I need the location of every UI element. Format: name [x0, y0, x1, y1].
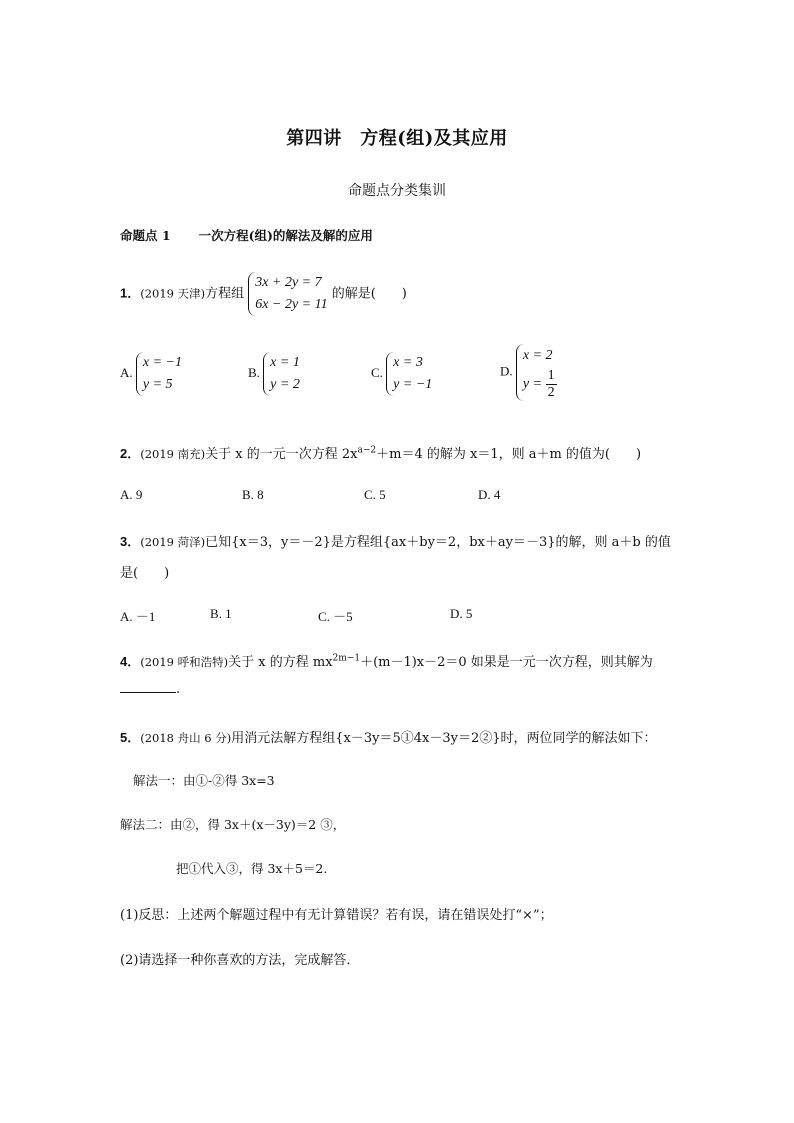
option-system — [516, 344, 557, 401]
option-b[interactable]: B. 8 — [242, 487, 264, 502]
question-text: 关于 x 的一元一次方程 2x — [205, 447, 358, 462]
equation-system — [248, 272, 327, 316]
question-source: (2019 呼和浩特) — [140, 655, 229, 669]
option-letter: C. — [371, 364, 383, 380]
equation-line: y = −1 — [393, 377, 433, 392]
option-d[interactable]: D. 5 — [450, 606, 473, 621]
option-c[interactable]: C. －5 — [318, 609, 353, 624]
question-text: 关于 x 的方程 mx — [228, 655, 333, 670]
solution-method-2-step: 把①代入③，得 3x＋5＝2. — [176, 861, 328, 876]
answer-blank[interactable] — [120, 692, 176, 693]
answer-line: . — [120, 682, 180, 697]
question-number: 3． — [120, 534, 141, 549]
option-system — [386, 352, 432, 396]
exponent: a−2 — [357, 445, 377, 456]
option-letter: B. — [248, 364, 260, 380]
question-number: 5． — [120, 730, 141, 745]
equation-line: 6x − 2y = 11 — [255, 297, 328, 312]
option-system — [136, 352, 182, 396]
equation-line: x = 2 — [522, 348, 553, 363]
option-d[interactable] — [500, 344, 557, 401]
fraction: $\frac{1}{2}$ — [547, 368, 555, 400]
question-source: (2019 菏泽) — [140, 535, 206, 549]
section-text: 一次方程(组)的解法及解的应用 — [198, 228, 373, 243]
option-c[interactable]: C. 5 — [364, 487, 386, 502]
option-system — [263, 352, 300, 396]
page-subtitle: 命题点分类集训 — [348, 183, 446, 199]
question-source: (2019 南充) — [140, 447, 206, 461]
section-heading — [120, 226, 373, 244]
exponent: 2m−1 — [332, 653, 361, 664]
option-a[interactable] — [120, 352, 182, 396]
option-letter: A. — [120, 364, 133, 380]
section-label: 命题点 1 — [120, 228, 171, 243]
option-letter: D. — [500, 363, 513, 379]
question-number: 1． — [120, 285, 141, 301]
solution-method-1: 解法一：由①-②得 3x=3 — [133, 773, 275, 788]
question-number: 2． — [120, 446, 141, 461]
equation-line: y = $\frac{1}{2}$ — [522, 368, 555, 400]
question-text: 的解是( ) — [327, 286, 407, 302]
question-text: ＋(m－1)x－2＝0 如果是一元一次方程，则其解为 — [360, 655, 653, 670]
option-a[interactable]: A. 9 — [120, 487, 143, 502]
question-source: (2019 天津) — [140, 286, 206, 301]
equation-line: x = 1 — [270, 355, 300, 370]
equation-line: 3x + 2y = 7 — [255, 275, 322, 290]
question-source: (2018 舟山 6 分) — [140, 731, 232, 745]
question-text-continued: 是( ) — [120, 566, 170, 581]
question-4 — [120, 651, 653, 670]
question-text: 用消元法解方程组{x－3y＝5①4x－3y＝2②}时，两位同学的解法如下： — [231, 731, 657, 746]
option-d[interactable]: D. 4 — [478, 487, 501, 502]
equation-line: x = 3 — [393, 355, 423, 370]
option-b[interactable] — [248, 352, 300, 396]
question-3 — [120, 531, 671, 550]
sub-question-2: (2)请选择一种你喜欢的方法，完成解答． — [120, 953, 360, 968]
option-a[interactable]: A. －1 — [120, 609, 156, 624]
equation-line: y = 5 — [142, 377, 173, 392]
question-number: 4． — [120, 654, 141, 669]
solution-method-2: 解法二：由②，得 3x＋(x－3y)＝2 ③， — [120, 817, 346, 832]
question-1 — [120, 272, 407, 316]
page-title: 第四讲 方程(组)及其应用 — [286, 128, 508, 149]
question-5 — [120, 727, 657, 746]
question-text: ＋m＝4 的解为 x＝1，则 a＋m 的值为( ) — [376, 447, 642, 462]
option-c[interactable] — [371, 352, 432, 396]
equation-line: x = −1 — [142, 355, 182, 370]
sub-question-1: (1)反思：上述两个解题过程中有无计算错误？若有误，请在错误处打“×”； — [120, 908, 553, 923]
question-text: 方程组 — [205, 286, 245, 302]
option-b[interactable]: B. 1 — [210, 606, 232, 621]
question-2 — [120, 443, 641, 462]
equation-line: y = 2 — [270, 377, 300, 392]
question-text: 已知{x＝3，y＝－2}是方程组{ax＋by＝2，bx＋ay＝－3}的解，则 a＋b 的值 — [205, 535, 671, 550]
